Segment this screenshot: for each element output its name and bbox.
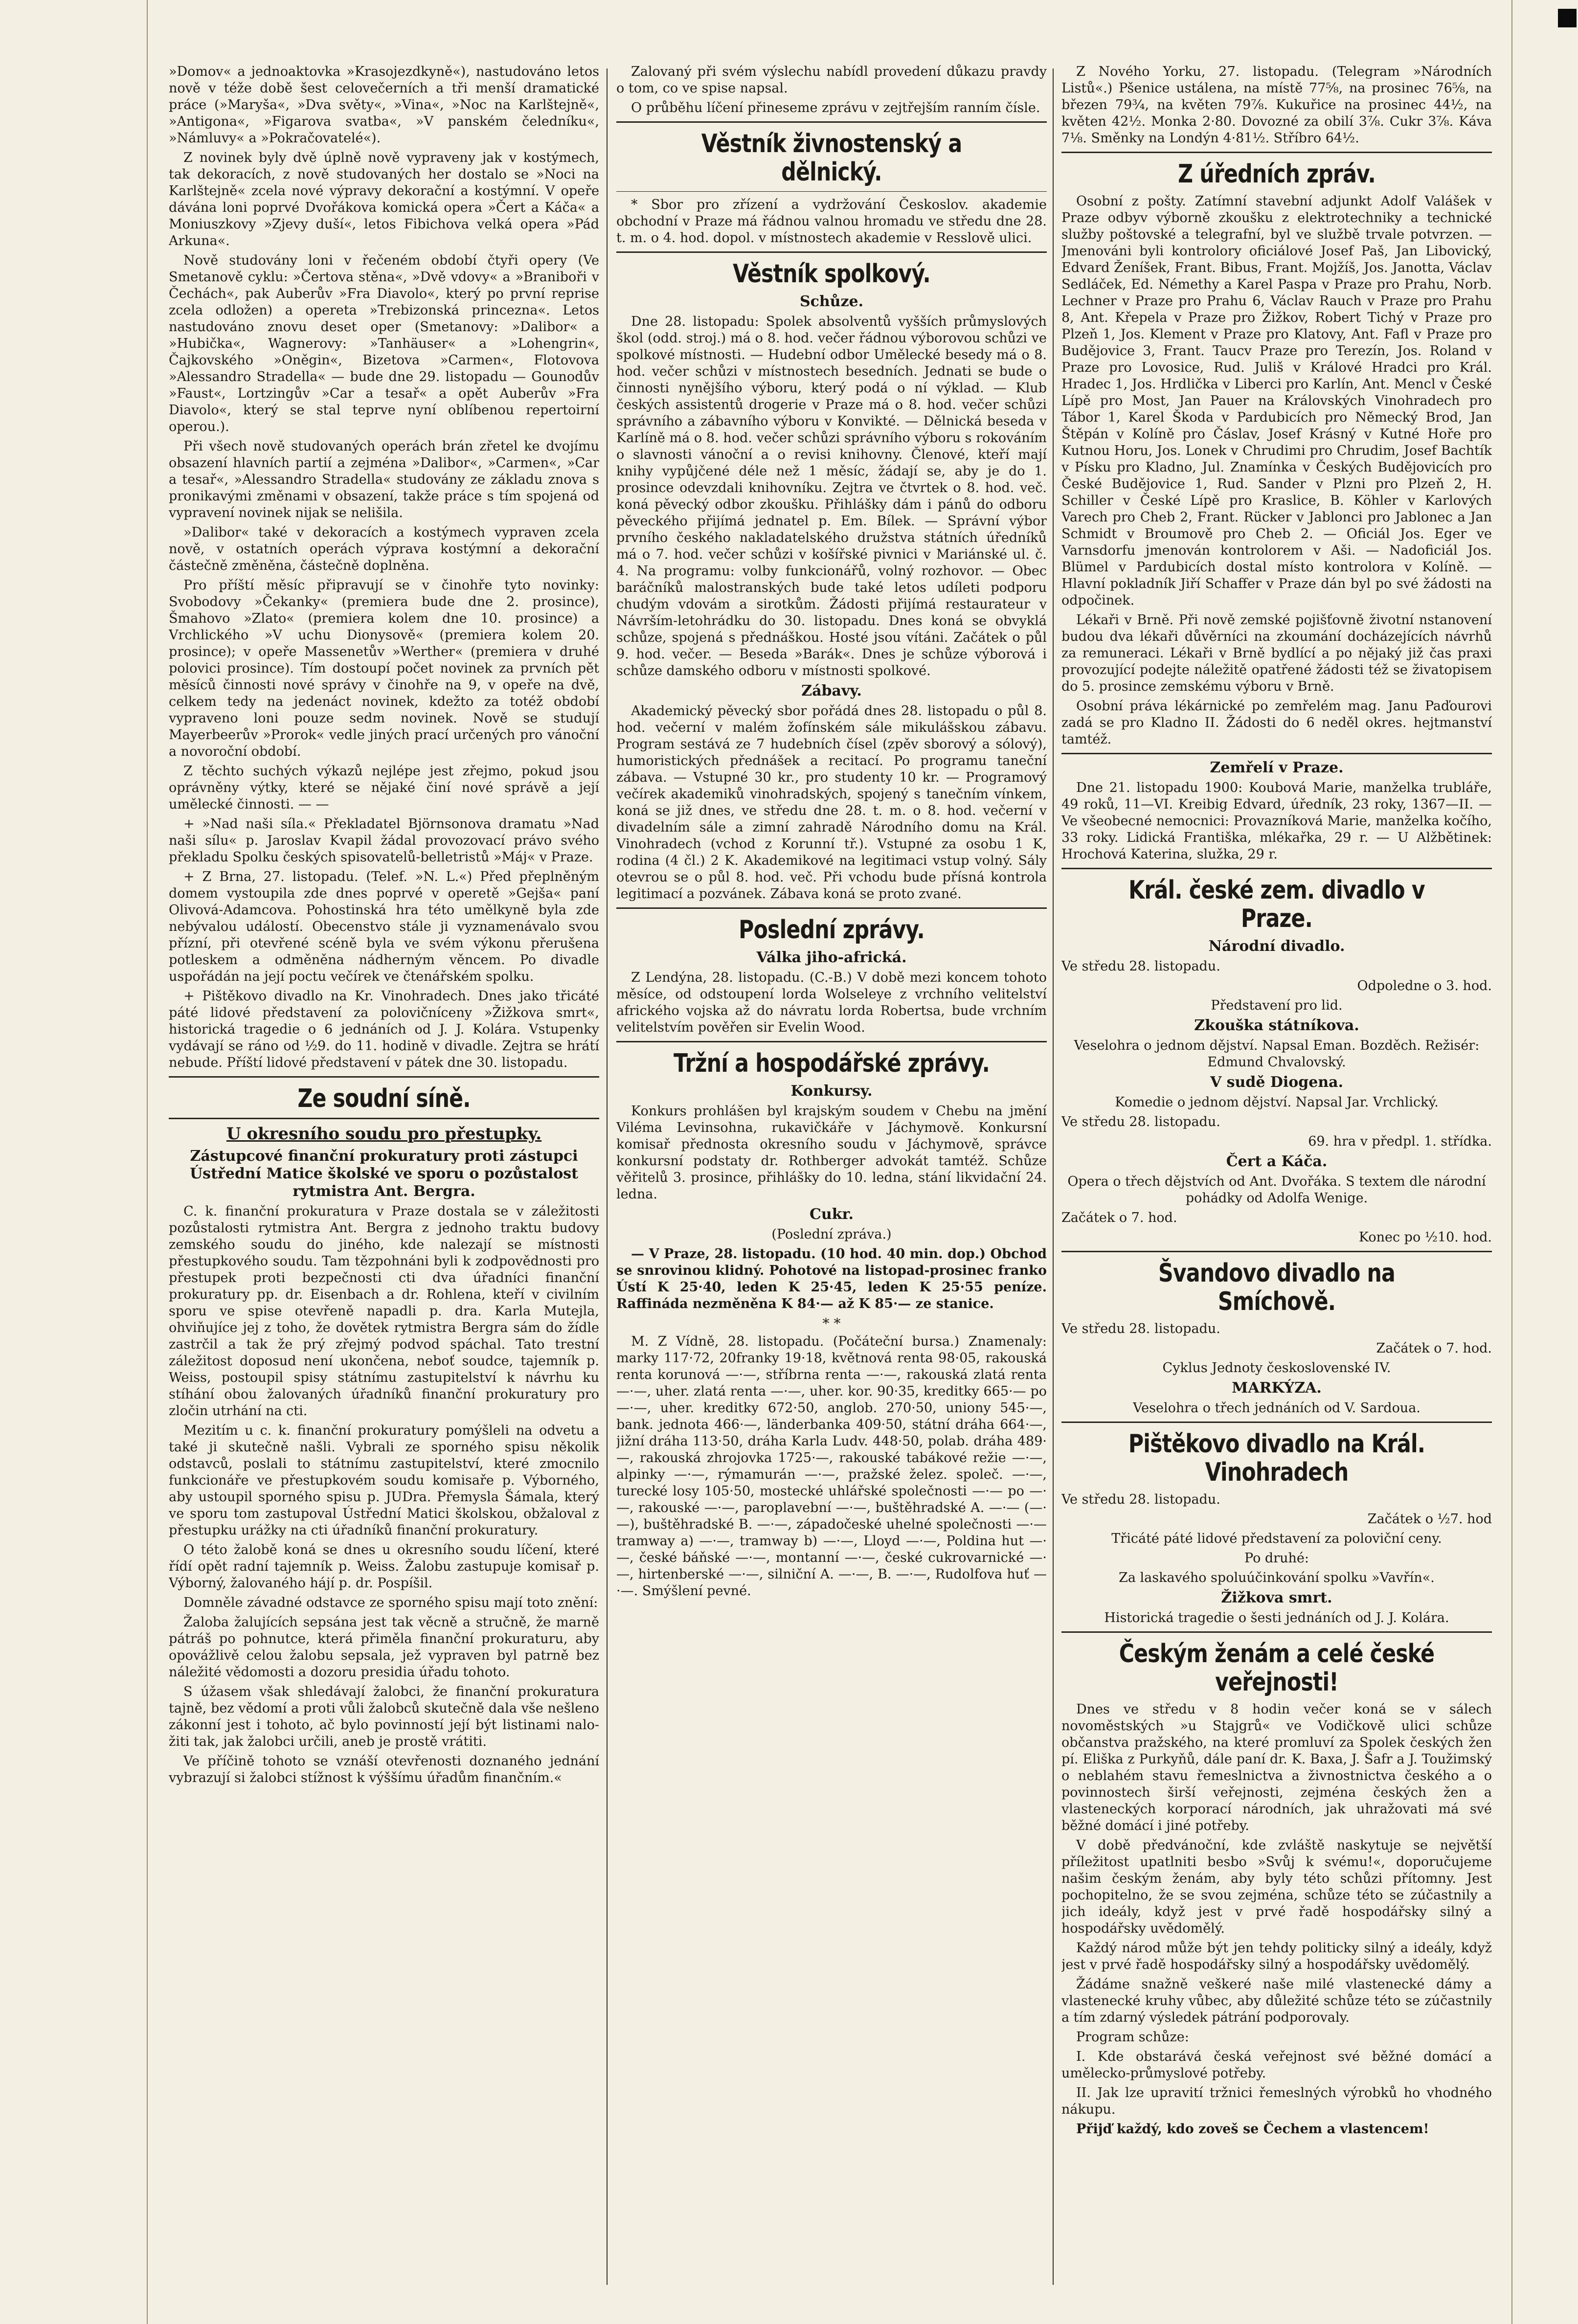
play-title: MARKÝZA. <box>1232 1379 1322 1397</box>
play-description: Veselohra o jednom dějství. Napsal Eman. Bozděch. Režisér: Edmund Chvalovský. <box>1074 1038 1480 1070</box>
paragraph: V době předvánoční, kde zvláště naskytuje se největší příležitost upatlniti besbo »Svůj k svému!«, doporučujeme našim českým ženám, aby byly této schůzi přítomny. Jest pochopitelno, že se svou zejména, schůze této se zúčastnily a jich ideály, když jest v prvé řadě hospodářsky silný a hospodářsky uvědomělý. <box>1061 1838 1492 1936</box>
page-right-edge <box>1511 0 1512 2324</box>
paragraph: O průběhu líčení přineseme zprávu v zejtřejším ranním čísle. <box>631 100 1040 115</box>
paragraph: Pro příští měsíc připravují se v činohře tyto novinky: Svobodovy »Čekanky« (premiera bude dne 2. prosince), Šmahovo »Zlato« (premiera kolem dne 10. prosince) a Vrchlického »V uchu Dionysově« (premiera kolem 20. prosince); v opeře Massenetův »Werther« (premiera v druhé polovici prosince). Tím dostoupí počet novinek za prvních pět měsíců činnosti nové správy v činohře na 9, v opeře na dvě, celkem tedy na jedenáct novinek, kdežto za totéž období vypraveno loni pouze sedm novinek. Nově se studují Mayerbeerův »Prorok« vedle jiných prací určených pro vánoční a novoroční období. <box>169 578 599 759</box>
paragraph: I. Kde obstarává česká veřejnost své běžné domácí a umělecko-průmyslové potřeby. <box>1061 2049 1492 2081</box>
paragraph: Osobní práva lékárnické po zemřelém mag. Janu Paďourovi zadá se pro Kladno II. Žádosti do 6 neděl okres. hejtmanství tamtéž. <box>1061 699 1492 747</box>
paragraph: Mezitím u c. k. finanční prokuratury pomýšleli na odvetu a také ji skutečně našli. Vybrali ze sporného spisu několik odstavců, poslali to státnímu zastupitelství, které zmocnilo funkcionáře ve přestupkovém soudu komisaře p. Výborného, aby ustoupil sporného spisu p. JUDra. Přemysla Šámala, který ve sporu tom zastupoval Ústřední Matici školskou, obžaloval z přestupku urážky na cti úřadníků finanční prokuratury. <box>169 1423 599 1538</box>
section-heading: Král. české zem. divadlo v Praze. <box>1128 876 1425 933</box>
section-divider <box>616 1041 1047 1042</box>
play-title: Zkouška státníkova. <box>1194 1017 1359 1034</box>
paragraph: »Domov« a jednoaktovka »Krasojezdkyně«), nastudováno letos nově v téže době šest celovečerních a tři menší dramatické práce (»Maryša«, »Dva světy«, »Vina«, »Noc na Karlštejně«, »Antigona«, »Figarova svatba«, »V panském čeledníku«, »Námluvy« a »Pokračovatelé«). <box>169 64 599 146</box>
play-title: Žižkova smrt. <box>1221 1589 1332 1606</box>
subheading: Zemřelí v Praze. <box>1210 759 1344 776</box>
listing-note: Cyklus Jednoty československé IV. <box>1162 1360 1391 1376</box>
listing-time: Začátek o 7. hod. <box>1376 1341 1492 1356</box>
section-divider <box>169 1076 599 1078</box>
section-divider <box>616 251 1047 253</box>
listing-note: Za laskavého spoluúčinkování spolku »Vavřín«. <box>1119 1570 1435 1585</box>
subheading: Zábavy. <box>801 682 862 699</box>
paragraph: Akademický pěvecký sbor pořádá dnes 28. listopadu o půl 8. hod. večerní v malém žofínském sále mikulášskou zábavu. Program sestává ze 7 hudebních čísel (zpěv sborový a sólový), humoristických přednášek a recitací. Po programu taneční zábava. — Vstupné 30 kr., pro studenty 10 kr. — Programový večírek akademiků vinohradských, spojený s tanečním vínkem, koná se již dnes, ve středu dne 28. t. m. o 8. hod. večerní v divadelním sále a zimní zahradě Národního domu na Král. Vinohradech (vchod z Korunní tř.). Vstupné za osobu 1 K, rodina (4 čl.) 2 K. Akademikové na legitimaci vstup volný. Sály otevrou se o půl 8. hod. več. Při vchodu bude přísná kontrola legitimací a pozvánek. Zábava koná se proto zvané. <box>616 703 1047 902</box>
separator-stars: * * <box>822 1315 841 1331</box>
paragraph: Žádáme snažně veškeré naše milé vlastenecké dámy a vlastenecké kruhy vůbec, aby důležité schůze této se zúčastnily a tím zdarný výsledek pátrání podporovaly. <box>1061 1977 1492 2025</box>
play-description: Historická tragedie o šesti jednáních od J. J. Kolára. <box>1104 1610 1449 1625</box>
paragraph: M. Z Vídně, 28. listopadu. (Počáteční bursa.) Znamenaly: marky 117·72, 20franky 19·18, květnová renta 98·05, rakouská renta korunová —·—, stříbrna renta —·—, rakouská zlatá renta —·—, uher. zlatá renta —·—, uher. kor. 90·35, kreditky 665·— po —·—, uher. kreditky 672·50, anglob. 270·50, uniony 545·—, bank. jednota 466·—, länderbanka 409·50, státní dráha 664·—, jižní dráha 113·50, dráha Karla Ludv. 448·50, polab. dráha 489·—, rakouská zhrojovka 1725·—, rakouské tabákové režie —·—, alpinky —·—, rýmamurán —·—, pražské želez. společ. —·—, turecké losy 105·50, mostecké uhlářské společnosti —·— po —·—, rakouské —·—, paroplavební —·—, buštěhradské A. —·— (—·—), buštěhradské B. —·—, západočeské uhelné společnosti —·— tramway a) —·—, tramway b) —·—, Lloyd —·—, Poldina hut —·—, české báňské —·—, montanní —·—, české cukrovarnické —·—, hirtenberské —·—, silniční A. —·—, B. —·—, Rudolfova huť —·—. Smýšlení pevné. <box>616 1334 1047 1599</box>
column-3 <box>1061 64 1492 2295</box>
paragraph: + Z Brna, 27. listopadu. (Telef. »N. L.«) Před přeplněným domem vystoupila zde dnes poprvé v operetě »Gejša« paní Olivová-Adamcova. Pohostinská hra této umělkyně byla zde nebývalou událostí. Obecenstvo stále ji vyznamenávalo svou přízní, při otevřené scéně byla ve svém výkonu přerušena potleskem a odměněna nádherným věncem. Po divadle uspořádán na její poctu večírek ve čtenářském spolku. <box>169 869 599 984</box>
listing-date: Ve středu 28. listopadu. <box>1061 1492 1220 1507</box>
paragraph: »Dalibor« také v dekoracích a kostýmech vypraven zcela nově, v ostatních operách výprava kostýmní a dekorační částečně změněna, částečně doplněna. <box>169 525 599 573</box>
section-heading: Tržní a hospodářské zprávy. <box>673 1049 990 1078</box>
paragraph: Ve příčině tohoto se vznáší otevřenosti doznaného jednání vybrazují si žalobci stížnost k výššímu úřadům finančním.« <box>169 1754 599 1785</box>
section-heading: Ze soudní síně. <box>297 1084 471 1113</box>
play-description: Opera o třech dějstvích od Ant. Dvořáka. S textem dle národní pohádky od Adolfa Wenige. <box>1067 1174 1486 1206</box>
section-heading: Pištěkovo divadlo na Král. Vinohradech <box>1128 1429 1425 1487</box>
subheading: Válka jiho-africká. <box>756 949 907 966</box>
section-heading: Věstník živnostenský a dělnický. <box>701 129 962 187</box>
paragraph: Žaloba žalujících sepsána jest tak věcně a stručně, že marně pátráš po pohnutce, která přiměla finanční prokuraturu, aby opovážlivě celou žalobu sepsala, jež vypraven byl patrně bez náležité vědomosti a dozoru presidia úřadu tohoto. <box>169 1615 599 1680</box>
column-1 <box>169 64 599 2295</box>
subheading: Schůze. <box>799 293 864 310</box>
paragraph: O této žalobě koná se dnes u okresního soudu líčení, které řídí opět radní tajemník p. Weiss. Žalobu zastupuje komisař p. Výborný, žalovaného hájí p. dr. Pospíšil. <box>169 1542 599 1591</box>
paragraph: + »Nad naši síla.« Překladatel Björnsonova dramatu »Nad naši sílu« p. Jaroslav Kvapil žádal provozovací právo svého překladu Spolku českých spisovatelů-belletristů »Máj« v Praze. <box>169 816 599 865</box>
section-divider <box>616 121 1047 123</box>
paragraph: S úžasem však shledávají žalobci, že finanční prokuratura tajně, bez vědomí a proti vůli žalobců skutečně dala vše nešleno zákonní jest i tohoto, ač bylo povinností její být listinami naložiti tak, jak žalobci určili, aneb je prostě vrátiti. <box>169 1684 599 1749</box>
section-heading: Věstník spolkový. <box>733 259 930 289</box>
play-description: Veselohra o třech jednáních od V. Sardoua. <box>1133 1400 1420 1416</box>
paragraph: Dne 21. listopadu 1900: Koubová Marie, manželka trubláře, 49 roků, 11—VI. Kreibig Edvard, úředník, 23 roky, 1367—II. — Ve všeobecné nemocnici: Provazníková Marie, manželka kočího, 33 roky. Lidická Františka, mlékařka, 29 r. — U Alžbětinek: Hrochová Katerina, služka, 29 r. <box>1061 780 1492 862</box>
listing-time: Odpoledne o 3. hod. <box>1357 978 1492 993</box>
paragraph: Přijď každý, kdo zoveš se Čechem a vlastencem! <box>1076 2121 1429 2137</box>
paragraph: Domněle závadné odstavce ze sporného spisu mají toto znění: <box>183 1595 598 1610</box>
paragraph: Dne 28. listopadu: Spolek absolventů vyšších průmyslových škol (odd. stroj.) má o 8. hod. večer řádnou výborovou schůzi ve spolkové místnosti. — Hudební odbor Umělecké besedy má o 8. hod. večer schůzi v místnostech besedních. Jednati se bude o činnosti nynějšího výboru, který podá o ní výklad. — Klub českých assistentů drogerie v Praze má o 8. hod. večer schůzi správního a zábavního výboru v Konvikté. — Dělnická beseda v Karlíně má o 8. hod. večer schůzi správního výboru s rokováním o slavnosti vánoční a o revisi knihovny. Členové, kteří mají knihy vypůjčené déle než 1 měsíc, žádají se, aby je do 1. prosince odevzdali knihovníku. Zejtra ve čtvrtek o 8. hod. več. koná pěvecký odbor zkoušku. Přihlášky dám i pánů do odboru pěveckého přijímá jednatel p. Em. Bílek. — Správní výbor prvního českého nakladatelského družstva státních úředníků má o 7. hod. večer schůzi v košířské pivnici v Mariánské ul. č. 4. Na programu: volby funkcionářů, volný rozhovor. — Obec baráčníků malostranských bude také letos udíleti podporu chudým vdovám a sirotkům. Žádosti přijímá restaurateur v Návrším-letohrádku do 30. listopadu. Dnes koná se obvyklá schůze, spojená s přednáškou. Hosté jsou vítáni. Začátek o půl 9. hod. večer. — Beseda »Barák«. Dnes je schůze výborová i schůze damského odboru v místnosti spolkové. <box>616 314 1047 678</box>
subheading: Cukr. <box>810 1206 854 1223</box>
section-heading: Švandovo divadlo na Smíchově. <box>1158 1259 1395 1316</box>
paragraph: Osobní z pošty. Zatímní stavební adjunkt Adolf Valášek v Praze odbyv výborně zkoušku z elektrotechniky a technické služby poštovské a telegrafní, byl ve službě trvale potvrzen. — Jmenováni byli kontrolory oficiálové Josef Paš, Jan Libovický, Edvard Ženíšek, Frant. Bibus, Frant. Mojžíš, Jos. Janotta, Václav Sedláček, Ed. Némethy a Karel Paspa v Praze pro Prahu, Norb. Lechner v Praze pro Prahu 6, Václav Rauch v Praze pro Prahu 8, Ant. Křepela v Praze pro Žižkov, Robert Tichý v Praze pro Plzeň 1, Jos. Klement v Praze pro Klatovy, Ant. Fafl v Praze pro Budějovice 3, Frant. Taucv Praze pro Terezín, Jos. Roland v Praze pro Lovosice, Rud. Juliš v Králové Hradci pro Král. Hradec 1, Jos. Hrdlička v Liberci pro Karlín, Ant. Mencl v České Lípě pro Most, Jan Pauer na Královských Vinohradech pro Tábor 1, Karel Škoda v Pardubicích pro Německý Brod, Jan Štěpán v Kolíně pro Čáslav, Josef Krásný v Kutné Hoře pro Kutnou Horu, Jos. Lonek v Chrudimi pro Chrudim, Josef Bachtík v Písku pro Kladno, Jul. Znamínka v Českých Budějovicích pro České Budějovice 1, Rud. Sander v Plzni pro Plzeň 2, H. Schiller v České Lípě pro Kraslice, B. Köhler v Karlových Varech pro Cheb 2, Frant. Rücker v Jablonci pro Jablonec a Jan Schmidt v Broumově pro Cheb 2. — Oficiál Jos. Eger ve Varnsdorfu jmenován kontrolorem v Aši. — Nadoficiál Jos. Blümel v Pardubicích dostal místo kontrolora v Kolíně. — Hlavní pokladník Jiří Schaffer v Praze dán byl po své žádosti na odpočinek. <box>1061 194 1492 608</box>
play-title: Čert a Káča. <box>1226 1153 1328 1170</box>
column-2 <box>616 64 1047 2295</box>
listing-note: 69. hra v předpl. 1. střídka. <box>1308 1134 1492 1149</box>
paragraph: Z Nového Yorku, 27. listopadu. (Telegram »Národních Listů«.) Pšenice ustálena, na místě 77⅝, na prosinec 76⅝, na březen 79¾, na květen 79⅞. Kukuřice na prosinec 44½, na květen 42½. Monka 2·80. Dovozné za obilí 3⅞. Cukr 3⅞. Káva 7⅛. Směnky na Londýn 4·81½. Stříbro 64½. <box>1061 64 1492 146</box>
paragraph: Z těchto suchých výkazů nejlépe jest zřejmo, pokud jsou oprávněny výtky, které se nějaké činí nové správě a její umělecké činnosti. — — <box>169 764 599 812</box>
section-divider <box>1061 868 1492 869</box>
section-heading: Z úředních zpráv. <box>1178 159 1375 189</box>
listing-date: Ve středu 28. listopadu. <box>1061 1114 1220 1129</box>
section-divider <box>1061 1631 1492 1633</box>
subheading: U okresního soudu pro přestupky. <box>226 1124 542 1144</box>
listing-note: Třicáté páté lidové představení za poloviční ceny. <box>1111 1531 1442 1546</box>
subheading: Národní divadlo. <box>1208 938 1345 955</box>
paragraph: Nově studovány loni v řečeném období čtyři opery (Ve Smetanově cyklu: »Čertova stěna«, »Dvě vdovy« a »Braniboři v Čechách«, pak Auberův »Fra Diavolo«, který po první reprise zcela odložen) a opereta »Trebizonská princezna«. Letos nastudováno znovu deset oper (Smetanovy: »Dalibor« a »Hubička«, Wagnerovy: »Tanhäuser« a »Lohengrin«, Čajkovského »Oněgin«, Bizetova »Carmen«, Flotovova »Alessandro Stradella« — bude dne 29. listopadu — Gounodův »Faust«, Lortzingův »Car a tesař« a opět Auberův »Fra Diavolo«, který se stal teprve nyní oblíbenou repertoirní operou.). <box>169 253 599 434</box>
listing-end: Konec po ½10. hod. <box>1358 1230 1492 1245</box>
section-divider <box>1061 152 1492 153</box>
paragraph: — V Praze, 28. listopadu. (10 hod. 40 min. dop.) Obchod se snrovinou klidný. Pohotové na listopad-prosinec franko Ústí K 25·40, leden K 25·45, leden K 25·55 peníze. Raffináda nezměněna K 84·— až K 85·— ze stanice. <box>616 1246 1047 1311</box>
paragraph: II. Jak lze upravití tržnici řemeslných výrobků ho vhodného nákupu. <box>1061 2085 1492 2117</box>
paragraph: Z novinek byly dvě úplně nově vypraveny jak v kostýmech, tak dekoracích, z nově studovaných her dostalo se »Noci na Karlštejně« zcela nové výpravy dekorační a kostýmní. V opeře dávána loni poprvé Dvořákova komická opera »Čert a Káča« a Moniuszkovy »Zjevy duší«, letos Fibichova velká opera »Pád Arkuna«. <box>169 150 599 248</box>
section-divider <box>616 907 1047 909</box>
listing-note: Po druhé: <box>1244 1551 1309 1566</box>
note: (Poslední zpráva.) <box>771 1227 892 1242</box>
page-left-edge <box>147 0 148 2324</box>
section-divider <box>1061 1421 1492 1423</box>
paragraph: Lékaři v Brně. Při nově zemské pojišťovně životní nstanovení budou dva lékaři důvěrníci na zkoumání docházejících návrhů za remuneraci. Lékaři v Brně bydlící a po nějaký již čas praxi provozující podejte náležitě opatřené žádosti též se živatopisem do 5. prosince zemskému výboru v Brně. <box>1061 612 1492 694</box>
paragraph: Konkurs prohlášen byl krajským soudem v Chebu na jmění Viléma Levinsohna, rukavičkáře v Jáchymově. Konkursní komisař přednosta okresního soudu v Jáchymově, správce konkursní podstaty dr. Rothberger advokát tamtéž. Schůze věřitelů 3. prosince, přihlášky do 10. ledna, stání likvidační 24. ledna. <box>616 1104 1047 1202</box>
section-divider <box>1061 1251 1492 1252</box>
section-heading: Poslední zprávy. <box>739 915 924 945</box>
column-rule-1 <box>607 68 608 2285</box>
paragraph: Při všech nově studovaných operách brán zřetel ke dvojímu obsazení hlavních partií a zejména »Dalibor«, »Carmen«, »Car a tesař«, »Alessandro Stradella« studovány ze základu znova s pronikavými změnami v obsazení, takže práce s tím spojená od vypravení novinek nijak se nelišila. <box>169 439 599 520</box>
listing-date: Ve středu 28. listopadu. <box>1061 959 1220 974</box>
listing-note: Představení pro lid. <box>1211 998 1343 1013</box>
corner-mark <box>1558 9 1577 27</box>
column-rule-2 <box>1053 68 1054 2285</box>
subheading: Zástupcové finanční prokuratury proti zástupci Ústřední Matice školské ve sporu o pozůstalost rytmistra Ant. Bergra. <box>190 1148 578 1200</box>
listing-time: Začátek o ½7. hod <box>1367 1512 1492 1527</box>
play-description: Komedie o jednom dějství. Napsal Jar. Vrchlický. <box>1115 1095 1439 1110</box>
paragraph: * Sbor pro zřízení a vydržování Českoslov. akademie obchodní v Praze má řádnou valnou hromadu ve středu dne 28. t. m. o 4. hod. dopol. v místnostech akademie v Resslově ulici. <box>616 197 1047 246</box>
paragraph: Dnes ve středu v 8 hodin večer koná se v sálech novoměstských »u Stajgrů« ve Vodičkově ulici schůze občanstva pražského, na které promluví za Spolek českých žen pí. Eliška z Purkyňů, dále paní dr. K. Baxa, J. Šafr a J. Toužimský o neblahém stavu řemeslnictva a živnostnictva českého a o povinnostech širší veřejnosti, zejména českých žen a vlasteneckých korporací národních, jak uhražovati má své běžné domácí i jiné potřeby. <box>1061 1702 1492 1833</box>
paragraph: Zalovaný při svém výslechu nabídl provedení důkazu pravdy o tom, co ve spise napsal. <box>616 64 1047 96</box>
paragraph: Z Lendýna, 28. listopadu. (C.-B.) V době mezi koncem tohoto měsíce, od odstoupení lorda Wolseleye z vrchního velitelství afrického vojska až do návratu lorda Robertsa, bude vrchním velitelstvím pověřen sir Evelin Wood. <box>616 970 1047 1035</box>
listing-start: Začátek o 7. hod. <box>1061 1210 1177 1225</box>
section-divider <box>169 1118 599 1119</box>
subheading: Konkursy. <box>790 1083 873 1100</box>
paragraph: + Pištěkovo divadlo na Kr. Vinohradech. Dnes jako třicáté páté lidové představení za polovičníceny »Žižkova smrt«, historická tragedie o 6 jednáních od J. J. Kolára. Vstupenky vydávají se ráno od ½9. do 11. hodině v divadle. Zejtra se hrátí nebude. Příští lidové představení v pátek dne 30. listopadu. <box>169 989 599 1070</box>
play-title: V sudě Diogena. <box>1210 1074 1344 1091</box>
paragraph: Každý národ může být jen tehdy politicky silný a ideály, když jest v prvé řadě hospodářsky silný a hospodářsky uvědomělý. <box>1061 1940 1492 1972</box>
listing-date: Ve středu 28. listopadu. <box>1061 1321 1220 1336</box>
section-divider <box>616 191 1047 192</box>
paragraph: Program schůze: <box>1076 2030 1189 2045</box>
paragraph: C. k. finanční prokuratura v Praze dostala se v záležitosti pozůstalosti rytmistra Ant. Bergra z jednoho traktu budovy zemského soudu do jiného, kde nalezají se místnosti přestupkového soudu. Tam tězpohnáni byli k zodpovědnosti pro přestupek proti bezpečnosti cti dva úřadníci finanční prokuratury pp. dr. Eisenbach a dr. Rohlena, kteří v civilním sporu ve spise otevřeně napadli p. dra. Karla Mutejla, ohviňujíce jej z toho, že dovětek rytmistra Bergra sám do žídle zastrčil a tak že prý zřejmý podvod spáchal. Tato trestní záležitost doposud není ukončena, neboť soudce, tajemník p. Weiss, postoupil spisy státnímu zastupitelství k návrhu ku stíhání obou žalovaných úřadníků finanční prokuratury pro zločin utrhání na cti. <box>169 1204 599 1419</box>
section-divider <box>1061 753 1492 754</box>
section-heading: Českým ženám a celé české veřejnosti! <box>1119 1639 1435 1697</box>
